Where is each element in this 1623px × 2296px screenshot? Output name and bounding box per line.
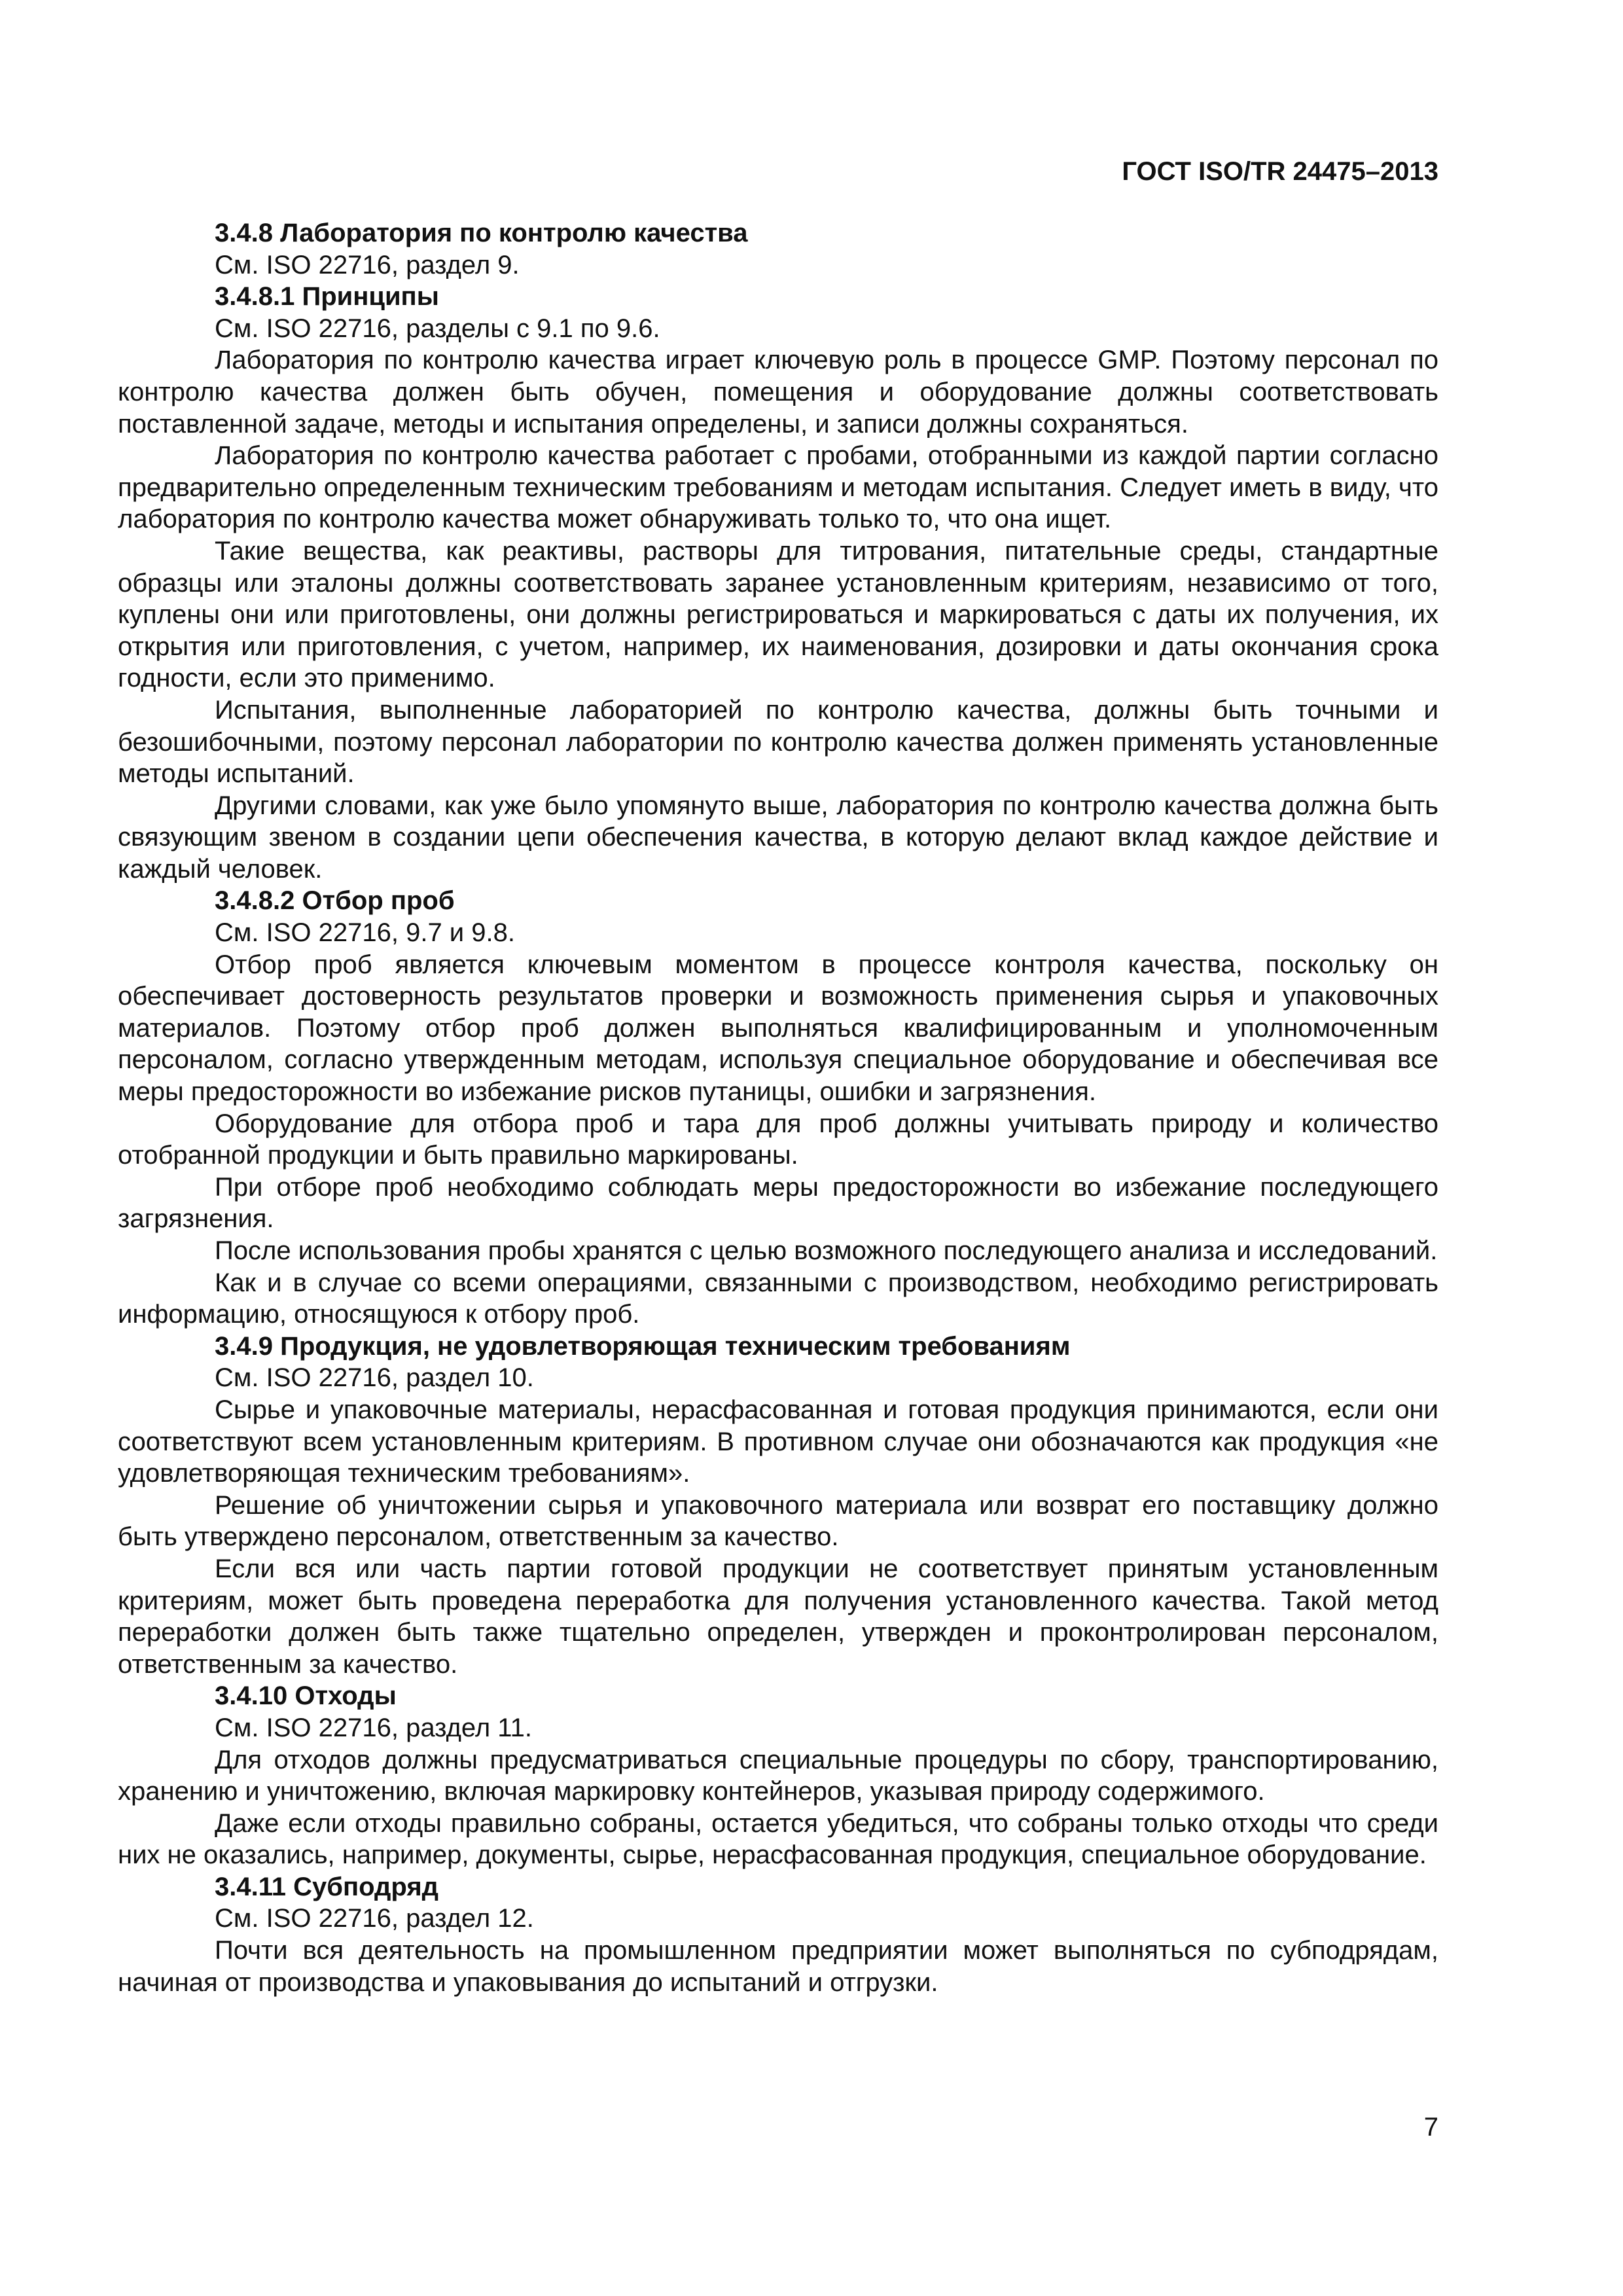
paragraph: Испытания, выполненные лабораторией по контролю качества, должны быть точными и безошибочными, поэтому персонал лаборатории по контролю качества должен применять установленные методы испытаний. [118,695,1438,789]
section-heading-3-4-8-1: 3.4.8.1 Принципы [215,282,439,312]
paragraph: После использования пробы хранятся с целью возможного последующего анализа и исследований. [215,1236,1438,1265]
paragraph: Если вся или часть партии готовой продукции не соответствует принятым установленным критериям, может быть проведена переработка для получения установленного качества. Такой метод переработки должен быть также тщательно определен, утвержден и проконтролирован персоналом, ответственным за качество. [118,1554,1438,1679]
document-body [118,217,1438,1998]
section-heading-3-4-9: 3.4.9 Продукция, не удовлетворяющая техническим требованиям [215,1331,1071,1361]
paragraph: Решение об уничтожении сырья и упаковочного материала или возврат его поставщику должно быть утверждено персоналом, ответственным за качество. [118,1490,1438,1552]
paragraph: При отборе проб необходимо соблюдать меры предосторожности во избежание последующего загрязнения. [118,1172,1438,1234]
section-reference: См. ISO 22716, раздел 12. [215,1904,534,1933]
section-heading-3-4-10: 3.4.10 Отходы [215,1681,397,1711]
paragraph: Для отходов должны предусматриваться специальные процедуры по сбору, транспортированию, хранению и уничтожению, включая маркировку контейнеров, указывая природу содержимого. [118,1745,1438,1806]
section-heading-3-4-8: 3.4.8 Лаборатория по контролю качества [215,219,748,247]
section-reference: См. ISO 22716, разделы с 9.1 по 9.6. [215,314,660,343]
paragraph: Другими словами, как уже было упомянуто выше, лаборатория по контролю качества должна быть связующим звеном в создании цепи обеспечения качества, в которую делают вклад каждое действие и каждый человек. [118,791,1438,884]
section-reference: См. ISO 22716, 9.7 и 9.8. [215,918,515,948]
paragraph: Такие вещества, как реактивы, растворы для титрования, питательные среды, стандартные образцы или эталоны должны соответствовать заранее установленным критериям, независимо от того, куплены они или приготовлены, они должны регистрироваться и маркироваться с даты их получения, их открытия или приготовления, с учетом, например, их наименования, дозировки и даты окончания срока годности, если это применимо. [118,536,1438,693]
paragraph: Как и в случае со всеми операциями, связанными с производством, необходимо регистрировать информацию, относящуюся к отбору проб. [118,1268,1438,1329]
page-number: 7 [1423,2113,1438,2142]
paragraph: Лаборатория по контролю качества работает с пробами, отобранными из каждой партии согласно предварительно определенным техническим требованиям и методам испытания. Следует иметь в виду, что лаборатория по контролю качества может обнаруживать только то, что она ищет. [118,441,1438,534]
paragraph: Оборудование для отбора проб и тара для проб должны учитывать природу и количество отобранной продукции и быть правильно маркированы. [118,1109,1438,1170]
section-heading-3-4-8-2: 3.4.8.2 Отбор проб [215,886,455,916]
paragraph: Даже если отходы правильно собраны, остается убедиться, что собраны только отходы что среди них не оказались, например, документы, сырье, нерасфасованная продукция, специальное оборудование. [118,1808,1438,1870]
section-reference: См. ISO 22716, раздел 9. [215,250,520,279]
document-header: ГОСТ ISO/TR 24475–2013 [1122,157,1438,186]
section-heading-3-4-11: 3.4.11 Субподряд [215,1872,439,1901]
section-reference: См. ISO 22716, раздел 11. [215,1713,532,1742]
paragraph: Отбор проб является ключевым моментом в процессе контроля качества, поскольку он обеспечивает достоверность результатов проверки и возможность применения сырья и упаковочных материалов. Поэтому отбор проб должен выполняться квалифицированным и уполномоченным персоналом, согласно утвержденным методам, используя специальное оборудование и обеспечивая все меры предосторожности во избежание рисков путаницы, ошибки и загрязнения. [118,950,1438,1107]
section-reference: См. ISO 22716, раздел 10. [215,1363,534,1393]
paragraph: Сырье и упаковочные материалы, нерасфасованная и готовая продукция принимаются, если они соответствуют всем установленным критериям. В противном случае они обозначаются как продукция «не удовлетворяющая техническим требованиям». [118,1395,1438,1488]
paragraph: Почти вся деятельность на промышленном предприятии может выполняться по субподрядам, начиная от производства и упаковывания до испытаний и отгрузки. [118,1936,1438,1997]
paragraph: Лаборатория по контролю качества играет ключевую роль в процессе GMP. Поэтому персонал по контролю качества должен быть обучен, помещения и оборудование должны соответствовать поставленной задаче, методы и испытания определены, и записи должны сохраняться. [118,346,1438,439]
